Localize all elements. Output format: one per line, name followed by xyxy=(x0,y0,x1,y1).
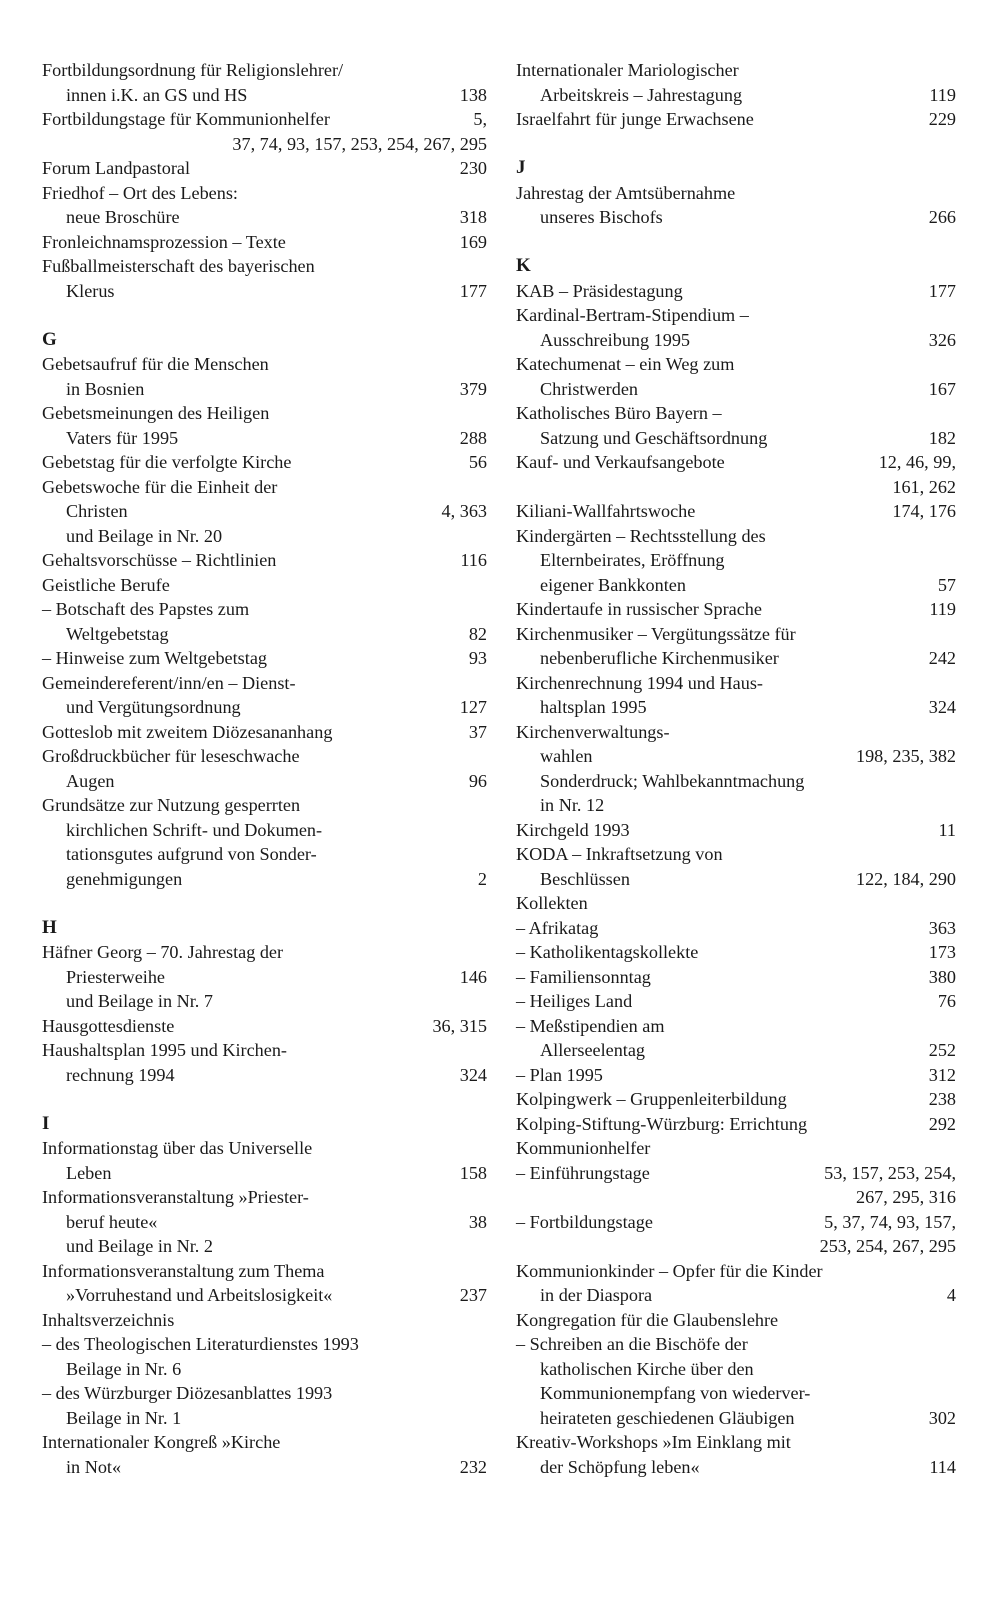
index-entry xyxy=(42,769,487,794)
index-entry xyxy=(42,1210,487,1235)
entry-text: Elternbeirates, Eröffnung xyxy=(540,550,725,570)
entry-page-numbers: 266 xyxy=(928,207,956,227)
index-entry xyxy=(516,1430,956,1455)
entry-page-numbers: 122, 184, 290 xyxy=(855,868,956,889)
section-gap xyxy=(42,1087,487,1112)
index-entry xyxy=(516,1112,956,1137)
entry-text: Kirchgeld 1993 xyxy=(516,819,630,840)
index-entry xyxy=(516,475,956,500)
entry-page-numbers: 237 xyxy=(459,1285,487,1305)
index-entry xyxy=(42,1283,487,1308)
entry-text: nebenberufliche Kirchenmusiker xyxy=(540,648,779,668)
entry-text: der Schöpfung leben« xyxy=(540,1456,700,1477)
entry-text: Augen xyxy=(66,770,115,791)
index-entry xyxy=(42,1381,487,1406)
index-entry xyxy=(42,58,487,83)
index-entry xyxy=(42,989,487,1014)
index-entry xyxy=(516,524,956,549)
entry-text: Forum Landpastoral xyxy=(42,158,190,178)
entry-text: – Meßstipendien am xyxy=(516,1015,665,1036)
entry-page-numbers: 37 xyxy=(468,721,487,742)
entry-text: Priesterweihe xyxy=(66,966,165,987)
entry-page-numbers: 177 xyxy=(928,280,956,301)
entry-page-numbers: 119 xyxy=(929,599,956,619)
index-entry xyxy=(42,1308,487,1333)
entry-text: – Afrikatag xyxy=(516,917,599,938)
index-entry xyxy=(516,1063,956,1088)
index-entry xyxy=(42,940,487,965)
index-entry xyxy=(516,328,956,353)
index-entry xyxy=(516,1259,956,1284)
entry-text: Kolpingwerk – Gruppenleiterbildung xyxy=(516,1089,787,1109)
entry-page-numbers: 161, 262 xyxy=(892,476,956,497)
section-letter: K xyxy=(516,255,531,276)
entry-text: Kollekten xyxy=(516,893,588,913)
index-entry xyxy=(42,1455,487,1480)
entry-text: Weltgebetstag xyxy=(66,623,169,644)
index-entry xyxy=(516,58,956,83)
entry-text: Internationaler Kongreß »Kirche xyxy=(42,1432,281,1452)
entry-text: KODA – Inkraftsetzung von xyxy=(516,844,723,864)
index-entry xyxy=(516,499,956,524)
section-gap xyxy=(516,230,956,255)
entry-page-numbers: 5, xyxy=(473,109,487,129)
index-entry xyxy=(516,1185,956,1210)
entry-text: und Beilage in Nr. 2 xyxy=(66,1236,213,1256)
index-entry xyxy=(42,132,487,157)
index-entry xyxy=(42,475,487,500)
entry-text: tationsgutes aufgrund von Sonder- xyxy=(66,844,317,864)
entry-text: »Vorruhestand und Arbeitslosigkeit« xyxy=(66,1285,333,1305)
index-entry xyxy=(516,450,956,475)
index-entry xyxy=(516,1038,956,1063)
entry-page-numbers: 93 xyxy=(468,648,487,668)
entry-page-numbers: 5, 37, 74, 93, 157, xyxy=(824,1211,956,1232)
section-letter: J xyxy=(516,157,526,178)
section-gap xyxy=(516,132,956,157)
index-entry xyxy=(42,1430,487,1455)
entry-page-numbers: 380 xyxy=(928,966,956,987)
index-entry xyxy=(516,1136,956,1161)
entry-text: Klerus xyxy=(66,280,115,301)
entry-text: Christen xyxy=(66,501,128,521)
index-entry xyxy=(516,377,956,402)
index-entry xyxy=(516,818,956,843)
entry-text: Katechumenat – ein Weg zum xyxy=(516,354,735,374)
index-entry xyxy=(42,450,487,475)
index-entry xyxy=(42,1161,487,1186)
entry-page-numbers: 96 xyxy=(468,770,487,791)
entry-text: Friedhof – Ort des Lebens: xyxy=(42,182,238,203)
index-entry xyxy=(516,867,956,892)
entry-page-numbers: 182 xyxy=(928,427,956,448)
entry-text: – Plan 1995 xyxy=(516,1064,603,1085)
index-entry xyxy=(42,573,487,598)
index-entry xyxy=(42,205,487,230)
index-entry xyxy=(42,401,487,426)
index-entry xyxy=(42,671,487,696)
entry-text: in Bosnien xyxy=(66,378,145,399)
index-entry xyxy=(516,401,956,426)
entry-text: – Heiliges Land xyxy=(516,991,633,1011)
index-entry xyxy=(42,1063,487,1088)
index-entry xyxy=(42,1185,487,1210)
index-entry xyxy=(42,1259,487,1284)
index-entry xyxy=(516,1406,956,1431)
index-entry xyxy=(516,1332,956,1357)
entry-text: Gehaltsvorschüsse – Richtlinien xyxy=(42,550,277,570)
entry-text: Kiliani-Wallfahrtswoche xyxy=(516,501,696,521)
entry-page-numbers: 253, 254, 267, 295 xyxy=(819,1236,956,1256)
entry-text: – Fortbildungstage xyxy=(516,1211,653,1232)
entry-text: Kreativ-Workshops »Im Einklang mit xyxy=(516,1432,791,1452)
entry-text: Gemeindereferent/inn/en – Dienst- xyxy=(42,672,296,693)
entry-page-numbers: 324 xyxy=(459,1064,487,1085)
index-entry xyxy=(516,426,956,451)
index-entry xyxy=(516,916,956,941)
entry-page-numbers: 312 xyxy=(928,1064,956,1085)
entry-text: Kongregation für die Glaubenslehre xyxy=(516,1309,779,1330)
entry-page-numbers: 326 xyxy=(928,329,956,350)
entry-text: Beschlüssen xyxy=(540,868,630,889)
index-entry xyxy=(42,1234,487,1259)
index-entry xyxy=(42,1038,487,1063)
index-entry xyxy=(42,1406,487,1431)
section-letter: G xyxy=(42,328,57,350)
entry-text: Christwerden xyxy=(540,378,638,399)
entry-text: Gotteslob mit zweitem Diözesananhang xyxy=(42,721,333,742)
entry-page-numbers: 318 xyxy=(459,207,487,227)
entry-text: Vaters für 1995 xyxy=(66,427,179,448)
index-entry xyxy=(516,279,956,304)
index-entry xyxy=(42,230,487,255)
section-letter: H xyxy=(42,916,57,938)
index-entry xyxy=(42,499,487,524)
entry-text: Fußballmeisterschaft des bayerischen xyxy=(42,256,315,276)
entry-page-numbers: 238 xyxy=(928,1089,956,1109)
entry-text: Haushaltsplan 1995 und Kirchen- xyxy=(42,1040,287,1060)
entry-text: Satzung und Geschäftsordnung xyxy=(540,427,768,448)
entry-text: Kolping-Stiftung-Würzburg: Errichtung xyxy=(516,1113,808,1134)
index-entry xyxy=(516,1161,956,1186)
entry-page-numbers: 379 xyxy=(459,378,487,399)
entry-text: Gebetstag für die verfolgte Kirche xyxy=(42,452,292,472)
entry-text: katholischen Kirche über den xyxy=(540,1358,754,1379)
entry-text: in Not« xyxy=(66,1456,122,1477)
entry-page-numbers: 229 xyxy=(928,109,956,129)
entry-text: Jahrestag der Amtsübernahme xyxy=(516,182,736,203)
entry-text: Kindertaufe in russischer Sprache xyxy=(516,599,762,619)
entry-text: Kauf- und Verkaufsangebote xyxy=(516,452,725,472)
entry-text: – Botschaft des Papstes zum xyxy=(42,599,250,619)
entry-text: beruf heute« xyxy=(66,1211,158,1232)
entry-text: Kommunionempfang von wiederver- xyxy=(540,1383,811,1403)
entry-text: – Familiensonntag xyxy=(516,966,651,987)
index-entry xyxy=(42,1332,487,1357)
entry-page-numbers: 169 xyxy=(459,231,487,252)
entry-page-numbers: 177 xyxy=(459,280,487,301)
index-entry xyxy=(516,303,956,328)
index-entry xyxy=(516,205,956,230)
section-gap xyxy=(42,303,487,328)
entry-text: Arbeitskreis – Jahrestagung xyxy=(540,84,743,105)
index-entry xyxy=(516,352,956,377)
entry-text: Informationstag über das Universelle xyxy=(42,1138,313,1158)
index-entry xyxy=(42,842,487,867)
entry-text: Fronleichnamsprozession – Texte xyxy=(42,231,286,252)
entry-page-numbers: 146 xyxy=(459,966,487,987)
entry-text: Sonderdruck; Wahlbekanntmachung xyxy=(540,770,805,791)
entry-page-numbers: 167 xyxy=(928,378,956,399)
index-entry xyxy=(42,1357,487,1382)
index-entry xyxy=(42,622,487,647)
index-entry xyxy=(516,965,956,990)
index-entry xyxy=(516,573,956,598)
entry-text: kirchlichen Schrift- und Dokumen- xyxy=(66,819,323,840)
index-entry xyxy=(516,622,956,647)
index-entry xyxy=(516,1455,956,1480)
index-entry xyxy=(516,744,956,769)
index-entry xyxy=(516,597,956,622)
index-entry xyxy=(516,1381,956,1406)
entry-page-numbers: 158 xyxy=(459,1162,487,1183)
entry-page-numbers: 242 xyxy=(928,648,956,668)
entry-text: Inhaltsverzeichnis xyxy=(42,1309,175,1330)
index-entry xyxy=(42,720,487,745)
index-entry xyxy=(516,695,956,720)
entry-page-numbers: 53, 157, 253, 254, xyxy=(824,1162,956,1183)
entry-text: in der Diaspora xyxy=(540,1285,653,1305)
index-entry xyxy=(42,377,487,402)
entry-page-numbers: 82 xyxy=(468,623,487,644)
entry-text: Großdruckbücher für leseschwache xyxy=(42,746,300,766)
entry-page-numbers: 174, 176 xyxy=(892,501,956,521)
entry-page-numbers: 38 xyxy=(468,1211,487,1232)
index-entry xyxy=(516,989,956,1014)
entry-text: Kommunionkinder – Opfer für die Kinder xyxy=(516,1260,823,1281)
entry-page-numbers: 324 xyxy=(928,697,956,717)
entry-text: Kirchenrechnung 1994 und Haus- xyxy=(516,672,763,693)
entry-text: und Vergütungsordnung xyxy=(66,697,241,717)
entry-text: – Schreiben an die Bischöfe der xyxy=(516,1334,748,1354)
entry-text: Fortbildungsordnung für Religionslehrer/ xyxy=(42,60,344,80)
entry-text: Gebetswoche für die Einheit der xyxy=(42,476,278,497)
index-entry xyxy=(42,744,487,769)
entry-page-numbers: 36, 315 xyxy=(432,1015,487,1036)
index-entry xyxy=(516,1357,956,1382)
index-entry xyxy=(42,646,487,671)
entry-page-numbers: 288 xyxy=(459,427,487,448)
entry-text: Israelfahrt für junge Erwachsene xyxy=(516,109,754,129)
entry-page-numbers: 4 xyxy=(946,1285,956,1305)
entry-page-numbers: 11 xyxy=(938,819,956,840)
section-gap xyxy=(42,891,487,916)
index-entry xyxy=(516,671,956,696)
entry-page-numbers: 12, 46, 99, xyxy=(878,452,956,472)
entry-page-numbers: 2 xyxy=(477,868,487,889)
entry-text: KAB – Präsidestagung xyxy=(516,280,683,301)
entry-page-numbers: 302 xyxy=(928,1407,956,1428)
index-entry xyxy=(42,279,487,304)
entry-text: Kirchenverwaltungs- xyxy=(516,721,670,742)
index-entry xyxy=(516,842,956,867)
entry-text: Ausschreibung 1995 xyxy=(540,329,691,350)
index-entry xyxy=(42,548,487,573)
entry-text: neue Broschüre xyxy=(66,207,180,227)
entry-text: Informationsveranstaltung »Priester- xyxy=(42,1187,309,1207)
index-column-right xyxy=(516,58,956,1479)
index-entry xyxy=(516,548,956,573)
index-entry xyxy=(516,107,956,132)
entry-text: genehmigungen xyxy=(66,868,183,889)
index-entry xyxy=(42,156,487,181)
index-entry xyxy=(516,769,956,794)
index-entry xyxy=(516,1014,956,1039)
index-entry xyxy=(516,83,956,108)
entry-page-numbers: 114 xyxy=(929,1456,956,1477)
entry-page-numbers: 363 xyxy=(928,917,956,938)
entry-text: Hausgottesdienste xyxy=(42,1015,175,1036)
entry-page-numbers: 56 xyxy=(468,452,487,472)
entry-text: in Nr. 12 xyxy=(540,795,605,815)
entry-text: innen i.K. an GS und HS xyxy=(66,84,248,105)
index-entry xyxy=(516,1283,956,1308)
entry-text: Katholisches Büro Bayern – xyxy=(516,403,722,423)
index-entry xyxy=(42,1136,487,1161)
index-entry xyxy=(516,793,956,818)
entry-page-numbers: 138 xyxy=(459,84,487,105)
entry-page-numbers: 252 xyxy=(928,1040,956,1060)
index-entry xyxy=(516,1087,956,1112)
index-entry xyxy=(42,426,487,451)
entry-text: wahlen xyxy=(540,746,593,766)
entry-page-numbers: 267, 295, 316 xyxy=(855,1187,956,1207)
entry-page-numbers: 116 xyxy=(460,550,487,570)
entry-page-numbers: 292 xyxy=(928,1113,956,1134)
entry-text: rechnung 1994 xyxy=(66,1064,175,1085)
entry-text: Beilage in Nr. 1 xyxy=(66,1407,182,1428)
entry-page-numbers: 127 xyxy=(459,697,487,717)
index-entry xyxy=(42,793,487,818)
entry-text: und Beilage in Nr. 20 xyxy=(66,525,223,546)
entry-text: Kirchenmusiker – Vergütungssätze für xyxy=(516,623,796,644)
entry-page-numbers: 4, 363 xyxy=(441,501,487,521)
index-entry xyxy=(516,1308,956,1333)
entry-text: Internationaler Mariologischer xyxy=(516,60,739,80)
entry-page-numbers: 37, 74, 93, 157, 253, 254, 267, 295 xyxy=(232,133,487,154)
index-entry xyxy=(42,1014,487,1039)
entry-page-numbers: 230 xyxy=(459,158,487,178)
entry-text: – Hinweise zum Weltgebetstag xyxy=(42,648,267,668)
entry-text: Kindergärten – Rechtsstellung des xyxy=(516,525,766,546)
entry-text: Gebetsmeinungen des Heiligen xyxy=(42,403,270,423)
entry-text: Leben xyxy=(66,1162,112,1183)
entry-text: – Katholikentagskollekte xyxy=(516,942,699,962)
entry-text: – des Würzburger Diözesanblattes 1993 xyxy=(42,1383,333,1403)
index-entry xyxy=(42,965,487,990)
entry-text: haltsplan 1995 xyxy=(540,697,647,717)
index-entry xyxy=(516,720,956,745)
entry-text: Allerseelentag xyxy=(540,1040,646,1060)
index-entry xyxy=(42,695,487,720)
entry-text: – des Theologischen Literaturdienstes 1993 xyxy=(42,1334,359,1354)
entry-page-numbers: 173 xyxy=(928,942,956,962)
entry-page-numbers: 119 xyxy=(929,84,956,105)
index-entry xyxy=(42,597,487,622)
index-entry xyxy=(42,818,487,843)
entry-text: eigener Bankkonten xyxy=(540,574,686,595)
entry-text: Häfner Georg – 70. Jahrestag der xyxy=(42,942,284,962)
entry-text: unseres Bischofs xyxy=(540,207,663,227)
entry-text: heirateten geschiedenen Gläubigen xyxy=(540,1407,795,1428)
index-entry xyxy=(516,940,956,965)
index-entry xyxy=(516,1234,956,1259)
index-entry xyxy=(516,646,956,671)
index-entry xyxy=(42,254,487,279)
entry-text: Gebetsaufruf für die Menschen xyxy=(42,354,269,374)
entry-text: Geistliche Berufe xyxy=(42,574,170,595)
index-entry xyxy=(42,867,487,892)
index-entry xyxy=(42,107,487,132)
index-entry xyxy=(42,83,487,108)
entry-text: Beilage in Nr. 6 xyxy=(66,1358,182,1379)
index-entry xyxy=(516,1210,956,1235)
entry-page-numbers: 198, 235, 382 xyxy=(855,746,956,766)
entry-text: Kommunionhelfer xyxy=(516,1138,651,1158)
entry-page-numbers: 232 xyxy=(459,1456,487,1477)
entry-text: Informationsveranstaltung zum Thema xyxy=(42,1260,325,1281)
entry-text: Kardinal-Bertram-Stipendium – xyxy=(516,305,749,325)
entry-text: Grundsätze zur Nutzung gesperrten xyxy=(42,795,301,815)
index-column-left xyxy=(42,58,487,1479)
index-entry xyxy=(42,524,487,549)
entry-text: und Beilage in Nr. 7 xyxy=(66,991,213,1011)
index-entry xyxy=(516,891,956,916)
entry-page-numbers: 76 xyxy=(937,991,956,1011)
entry-text: – Einführungstage xyxy=(516,1162,650,1183)
section-letter: I xyxy=(42,1112,50,1134)
index-entry xyxy=(42,352,487,377)
index-entry xyxy=(516,181,956,206)
entry-text: Fortbildungstage für Kommunionhelfer xyxy=(42,109,330,129)
entry-page-numbers: 57 xyxy=(937,574,956,595)
index-entry xyxy=(42,181,487,206)
